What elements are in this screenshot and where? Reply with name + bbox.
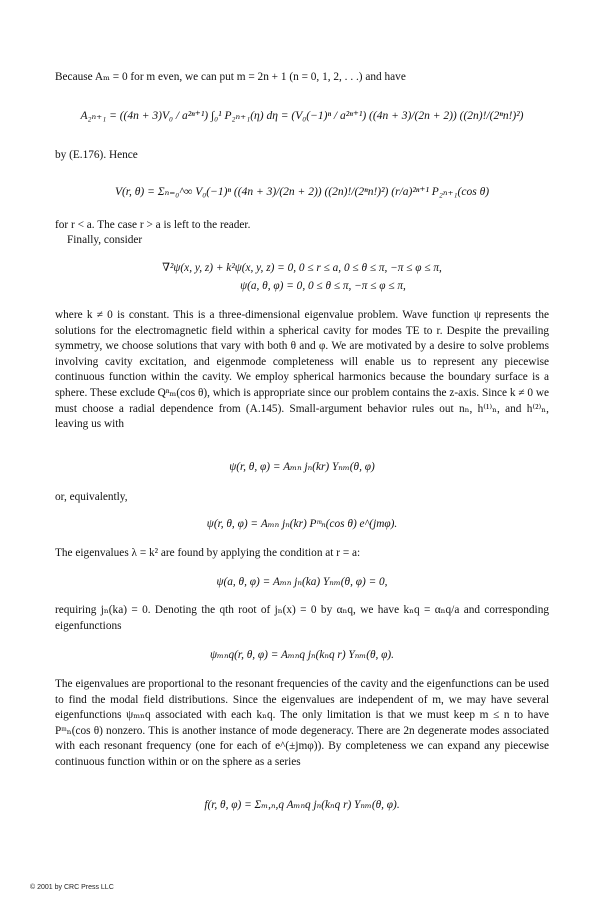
paragraph-eigenvalue-problem: where k ≠ 0 is constant. This is a three-dimensional eigenvalue problem. Wave function ψ represents the solutions for the electromagnetic field within a spherical cavity for modes TE to r. Despite the prevailing symmetry, we choose solutions that vary with both θ and φ. We are motivated by a desire to solve problems involving cavity excitation, and eigenmode completeness will enable us to represent any piecewise continuous function within the cavity. We employ spherical harmonics because the boundary surface is a sphere. These exclude Qⁿₘ(cos θ), which is appropriate since our problem contains the z-axis. Since k ≠ 0 we must choose a radial dependence from (A.145). Small-argument behavior rules out nₙ, h⁽¹⁾ₙ, and h⁽²⁾ₙ, leaving us with [55,309,550,431]
paragraph-by-e176: by (E.176). Hence [55,149,138,161]
equation-eigenfunctions: ψₘₙq(r, θ, φ) = Aₘₙq jₙ(kₙq r) Yₙₘ(θ, φ). [210,649,394,661]
equation-helmholtz [55,261,549,294]
paragraph-r-less-a: for r < a. The case r > a is left to the reader. [55,219,251,231]
equation-boundary-condition: ψ(a, θ, φ) = Aₘₙ jₙ(ka) Yₙₘ(θ, φ) = 0, [216,576,388,588]
equation-psi-ynm: ψ(r, θ, φ) = Aₘₙ jₙ(kr) Yₙₘ(θ, φ) [229,461,375,473]
paragraph-equivalently: or, equivalently, [55,491,128,503]
equation-psi-pnm: ψ(r, θ, φ) = Aₘₙ jₙ(kr) Pᵐₙ(cos θ) e^(jmφ). [206,518,398,530]
copyright-footer: © 2001 by CRC Press LLC [30,884,114,891]
equation-helmholtz-line1: ∇²ψ(x, y, z) + k²ψ(x, y, z) = 0, 0 ≤ r ≤ a, 0 ≤ θ ≤ π, −π ≤ φ ≤ π, [162,262,442,274]
paragraph-eigenvalues-condition: The eigenvalues λ = k² are found by applying the condition at r = a: [55,547,361,559]
equation-helmholtz-line2: ψ(a, θ, φ) = 0, 0 ≤ θ ≤ π, −π ≤ φ ≤ π, [240,280,406,292]
paragraph-finally: Finally, consider [67,234,143,246]
equation-potential-series: V(r, θ) = Σₙ₌₀^∞ V₀(−1)ⁿ ((4n + 3)/(2n + 2)) ((2n)!/(2ⁿn!)²) (r/a)²ⁿ⁺¹ P₂ₙ₊₁(cos θ) [114,186,490,198]
paragraph-intro: Because Aₘ = 0 for m even, we can put m = 2n + 1 (n = 0, 1, 2, . . .) and have [55,71,406,83]
equation-a2n1: A₂ₙ₊₁ = ((4n + 3)V₀ / a²ⁿ⁺¹) ∫₀¹ P₂ₙ₊₁(η) dη = (V₀(−1)ⁿ / a²ⁿ⁺¹) ((4n + 3)/(2n + 2)) ((2n)!/(2ⁿn!)²) [80,110,524,122]
equation-expansion: f(r, θ, φ) = Σₘ,ₙ,q Aₘₙq jₙ(kₙq r) Yₙₘ(θ, φ). [204,799,400,811]
paragraph-requiring: requiring jₙ(ka) = 0. Denoting the qth root of jₙ(x) = 0 by αₙq, we have kₙq = αₙq/a and corresponding eigenfunctions [55,604,549,632]
paragraph-resonant-frequencies: The eigenvalues are proportional to the resonant frequencies of the cavity and the eigenfunctions can be used to find the modal field distributions. Since the eigenvalues are independent of m, we may have several eigenfunctions ψₘₙq associated with each kₙq. The only limitation is that we must keep m ≤ n to have Pᵐₙ(cos θ) nonzero. This is another instance of mode degeneracy. There are 2n degenerate modes associated with each resonant frequency (one for each of e^(±jmφ)). By completeness we can expand any piecewise continuous function within or on the sphere as a series [55,678,549,768]
